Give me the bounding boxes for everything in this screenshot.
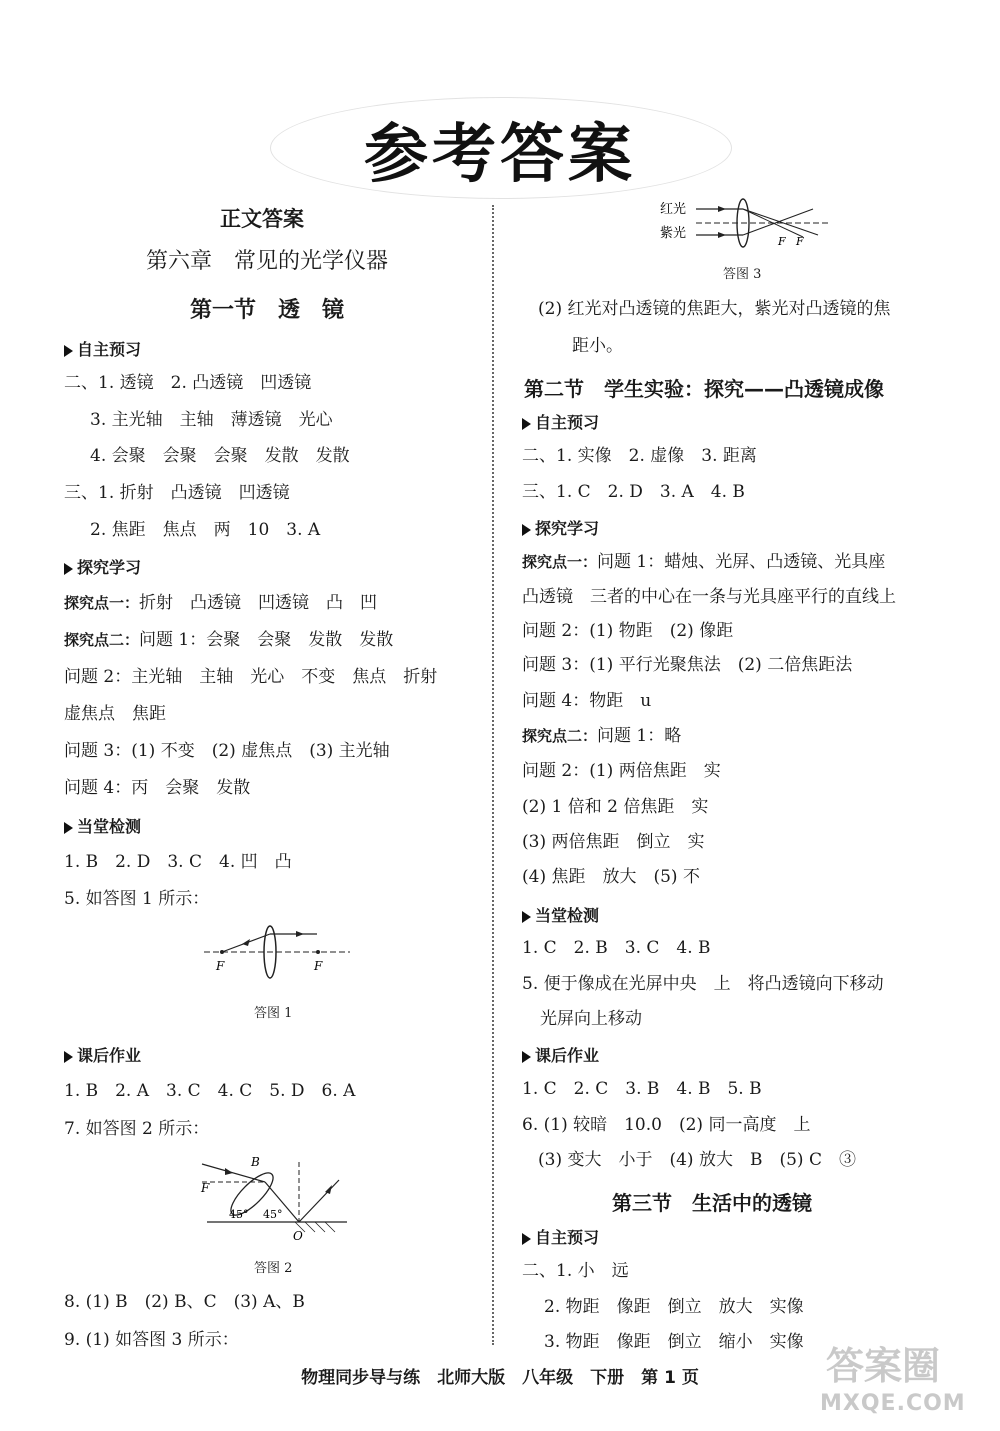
answer-line: 2. 物距 像距 倒立 放大 实像 xyxy=(544,1297,804,1317)
lens-figure-2 xyxy=(197,1152,357,1242)
answer-line: 6. (1) 较暗 10.0 (2) 同一高度 上 xyxy=(522,1115,811,1135)
answer-line: (2) 1 倍和 2 倍焦距 实 xyxy=(522,797,709,817)
focus-label: F xyxy=(201,1181,210,1195)
triangle-icon xyxy=(64,345,73,357)
answer-line: 三、1. 折射 凸透镜 凹透镜 xyxy=(64,483,290,503)
section-heading: 正文答案 xyxy=(220,207,304,231)
subheading-preview: 自主预习 xyxy=(522,1225,599,1248)
column-divider xyxy=(492,205,494,1345)
focus-label: F xyxy=(314,959,323,973)
lesson-heading: 第三节 生活中的透镜 xyxy=(612,1191,812,1215)
angle-label: 45° xyxy=(229,1208,249,1221)
answer-line: 探究点二：问题 1：略 xyxy=(522,726,682,746)
answer-line: (4) 焦距 放大 (5) 不 xyxy=(522,867,700,887)
answer-line: 探究点二：问题 1：会聚 会聚 发散 发散 xyxy=(64,630,394,650)
triangle-icon xyxy=(522,911,531,923)
answer-line: (3) 变大 小于 (4) 放大 B (5) C ③ xyxy=(538,1150,856,1170)
watermark-text: 答案圈 xyxy=(826,1344,941,1388)
focus-label: F xyxy=(778,235,786,248)
focus-label: F xyxy=(216,959,225,973)
subheading-preview: 自主预习 xyxy=(522,410,599,433)
subheading-preview: 自主预习 xyxy=(64,337,141,360)
answer-line: 5. 如答图 1 所示： xyxy=(64,889,210,909)
answer-line: 问题 3：(1) 不变 (2) 虚焦点 (3) 主光轴 xyxy=(64,741,390,761)
answer-line: 三、1. C 2. D 3. A 4. B xyxy=(522,482,745,502)
answer-line: 光屏向上移动 xyxy=(540,1009,642,1029)
answer-line: 问题 4：物距 u xyxy=(522,691,652,711)
answer-line: 虚焦点 焦距 xyxy=(64,704,166,724)
answer-line: 问题 2：(1) 两倍焦距 实 xyxy=(522,761,721,781)
lens-figure-3 xyxy=(658,195,838,255)
subheading-homework: 课后作业 xyxy=(522,1043,599,1066)
triangle-icon xyxy=(64,1051,73,1063)
point-label: O xyxy=(293,1229,303,1242)
subheading-homework: 课后作业 xyxy=(64,1043,141,1066)
figure-caption: 答图 1 xyxy=(254,1006,293,1021)
answer-line: 1. B 2. D 3. C 4. 凹 凸 xyxy=(64,852,292,872)
answer-line: 8. (1) B (2) B、C (3) A、B xyxy=(64,1292,305,1312)
triangle-icon xyxy=(522,1233,531,1245)
answer-line: 2. 焦距 焦点 两 10 3. A xyxy=(90,520,321,540)
focus-label: F xyxy=(796,235,804,248)
chapter-heading: 第六章 常见的光学仪器 xyxy=(146,249,389,274)
answer-line: 问题 2：主光轴 主轴 光心 不变 焦点 折射 xyxy=(64,667,438,687)
answer-line: 3. 物距 像距 倒立 缩小 实像 xyxy=(544,1332,804,1352)
angle-label: 45° xyxy=(263,1208,283,1221)
watermark-url: MXQE.COM xyxy=(820,1391,966,1416)
page-title: 参考答案 xyxy=(364,118,636,192)
answer-line: 7. 如答图 2 所示： xyxy=(64,1119,210,1139)
triangle-icon xyxy=(522,418,531,430)
triangle-icon xyxy=(522,524,531,536)
answer-line: 问题 4：丙 会聚 发散 xyxy=(64,778,251,798)
answer-line: 探究点一：折射 凸透镜 凹透镜 凸 凹 xyxy=(64,593,378,613)
answer-line: 4. 会聚 会聚 会聚 发散 发散 xyxy=(90,446,350,466)
answer-line: 1. C 2. C 3. B 4. B 5. B xyxy=(522,1079,762,1099)
answer-line: 9. (1) 如答图 3 所示： xyxy=(64,1330,239,1350)
answer-line: 二、1. 实像 2. 虚像 3. 距离 xyxy=(522,446,757,466)
answer-line: 距小。 xyxy=(572,336,623,356)
answer-line: 探究点一：问题 1：蜡烛、光屏、凸透镜、光具座 xyxy=(522,552,886,572)
answer-line: 二、1. 透镜 2. 凸透镜 凹透镜 xyxy=(64,373,312,393)
light-label: 紫光 xyxy=(660,226,687,241)
triangle-icon xyxy=(522,1051,531,1063)
answer-line: (2) 红光对凸透镜的焦距大，紫光对凸透镜的焦 xyxy=(538,299,891,319)
answer-line: 3. 主光轴 主轴 薄透镜 光心 xyxy=(90,410,333,430)
point-label: B xyxy=(251,1155,260,1169)
subheading-check: 当堂检测 xyxy=(522,903,599,926)
page-footer: 物理同步导与练 北师大版 八年级 下册 第 1 页 xyxy=(301,1368,699,1388)
subheading-check: 当堂检测 xyxy=(64,814,141,837)
answer-line: 5. 便于像成在光屏中央 上 将凸透镜向下移动 xyxy=(522,974,884,994)
lesson-heading: 第二节 学生实验：探究——凸透镜成像 xyxy=(524,377,884,401)
answer-line: 凸透镜 三者的中心在一条与光具座平行的直线上 xyxy=(522,587,896,607)
lesson-heading: 第一节 透 镜 xyxy=(190,298,345,323)
triangle-icon xyxy=(64,822,73,834)
subheading-explore: 探究学习 xyxy=(522,516,599,539)
triangle-icon xyxy=(64,563,73,575)
figure-caption: 答图 2 xyxy=(254,1261,293,1276)
light-label: 红光 xyxy=(660,202,687,217)
subheading-explore: 探究学习 xyxy=(64,555,141,578)
answer-line: 二、1. 小 远 xyxy=(522,1261,629,1281)
answer-line: 1. B 2. A 3. C 4. C 5. D 6. A xyxy=(64,1081,356,1101)
answer-line: 1. C 2. B 3. C 4. B xyxy=(522,938,711,958)
title-area xyxy=(0,85,1000,205)
figure-caption: 答图 3 xyxy=(723,267,762,282)
lens-figure-1 xyxy=(202,920,352,980)
answer-line: 问题 2：(1) 物距 (2) 像距 xyxy=(522,621,734,641)
watermark-logo xyxy=(820,1335,980,1425)
answer-line: (3) 两倍焦距 倒立 实 xyxy=(522,832,705,852)
answer-line: 问题 3：(1) 平行光聚焦法 (2) 二倍焦距法 xyxy=(522,655,853,675)
